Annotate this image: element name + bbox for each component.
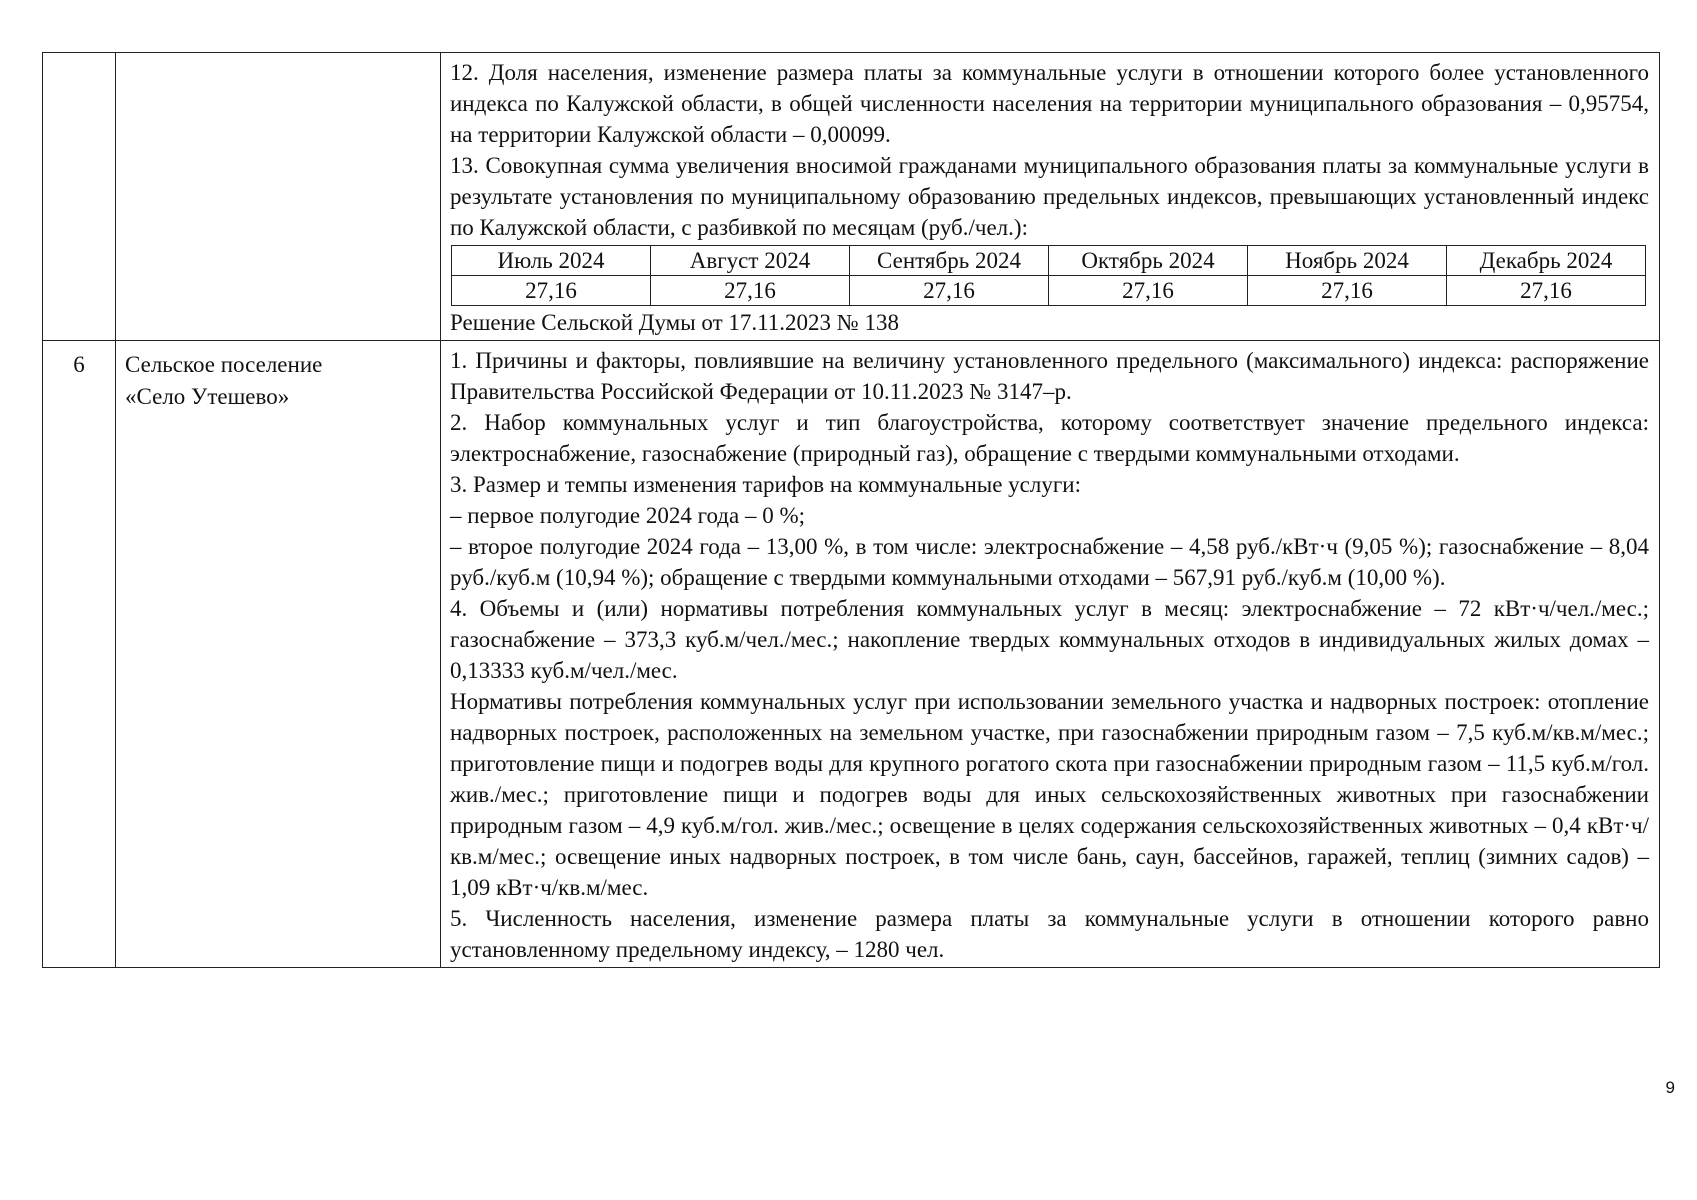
row-number: [43, 53, 115, 61]
paragraph: Нормативы потребления коммунальных услуг при использовании земельного участка и надворных построек: отопление надворных построек, расположенных на земельном участке, при газоснабжении природным газом – 7,5 куб.м/кв.м/мес.; приготовление пищи и подогрев воды для крупного рогатого скота при газоснабжении природным газом – 11,5 куб.м/гол. жив./мес.; приготовление пищи и подогрев воды для иных сельскохозяйственных животных при газоснабжении природным газом – 4,9 куб.м/гол. жив./мес.; освещение в целях содержания сельскохозяйственных животных – 0,4 кВт·ч/кв.м/мес.; освещение иных надворных построек, в том числе бань, саун, бассейнов, гаражей, теплиц (зимних садов) – 1,09 кВт·ч/кв.м/мес.: [450, 689, 1649, 900]
content-cell: [441, 53, 1660, 341]
row-number-cell: [43, 53, 116, 341]
monthly-increase-table: [451, 245, 1646, 306]
document-table: [42, 52, 1660, 968]
month-header: Июль 2024: [452, 246, 651, 276]
row-number-cell: [43, 341, 116, 968]
paragraph: 5. Численность населения, изменение размера платы за коммунальные услуги в отношении которого равно установленному предельному индексу, – 1280 чел.: [450, 906, 1649, 962]
paragraph: 13. Совокупная сумма увеличения вносимой гражданами муниципального образования платы за коммунальные услуги в результате установления по муниципальному образованию предельных индексов, превышающих установленный индекс по Калужской области, с разбивкой по месяцам (руб./чел.):: [450, 153, 1649, 240]
paragraph: – второе полугодие 2024 года – 13,00 %, в том числе: электроснабжение – 4,58 руб./кВт·ч (9,05 %); газоснабжение – 8,04 руб./куб.м (10,94 %); обращение с твердыми коммунальными отходами – 567,91 руб./куб.м (10,00 %).: [450, 534, 1649, 590]
paragraph: – первое полугодие 2024 года – 0 %;: [450, 503, 806, 528]
table-row: [43, 53, 1660, 341]
month-header: Ноябрь 2024: [1248, 246, 1447, 276]
decision-reference: Решение Сельской Думы от 17.11.2023 № 138: [450, 310, 899, 335]
table-row: [43, 341, 1660, 968]
paragraph: 2. Набор коммунальных услуг и тип благоустройства, которому соответствует значение предельного индекса: электроснабжение, газоснабжение (природный газ), обращение с твердыми коммунальными отходами.: [450, 410, 1649, 466]
month-header: Сентябрь 2024: [850, 246, 1049, 276]
municipality-name-line: Сельское поселение: [125, 352, 323, 377]
row-number: 6: [73, 352, 85, 377]
content-cell: [441, 341, 1660, 968]
municipality-cell: [116, 53, 441, 341]
paragraph: 12. Доля населения, изменение размера платы за коммунальные услуги в отношении которого более установленного индекса по Калужской области, в общей численности населения на территории муниципального образования – 0,95754, на территории Калужской области – 0,00099.: [450, 60, 1649, 147]
month-header: Август 2024: [651, 246, 850, 276]
municipality-name-line: «Село Утешево»: [125, 384, 290, 409]
monthly-header-row: [452, 246, 1646, 276]
month-value: 27,16: [850, 276, 1049, 306]
municipality-cell: [116, 341, 441, 968]
monthly-value-row: [452, 276, 1646, 306]
month-header: Октябрь 2024: [1049, 246, 1248, 276]
month-value: 27,16: [1049, 276, 1248, 306]
month-header: Декабрь 2024: [1447, 246, 1646, 276]
month-value: 27,16: [1248, 276, 1447, 306]
month-value: 27,16: [1447, 276, 1646, 306]
paragraph: 4. Объемы и (или) нормативы потребления коммунальных услуг в месяц: электроснабжение – 72 кВт·ч/чел./мес.; газоснабжение – 373,3 куб.м/чел./мес.; накопление твердых коммунальных отходов в индивидуальных жилых домах – 0,13333 куб.м/чел./мес.: [450, 596, 1649, 683]
month-value: 27,16: [651, 276, 850, 306]
page-number: 9: [1665, 1078, 1675, 1097]
municipality-name: [116, 341, 440, 413]
paragraph: 3. Размер и темпы изменения тарифов на коммунальные услуги:: [450, 472, 1081, 497]
month-value: 27,16: [452, 276, 651, 306]
paragraph: 1. Причины и факторы, повлиявшие на величину установленного предельного (максимального) индекса: распоряжение Правительства Российской Федерации от 10.11.2023 № 3147–р.: [450, 348, 1649, 404]
